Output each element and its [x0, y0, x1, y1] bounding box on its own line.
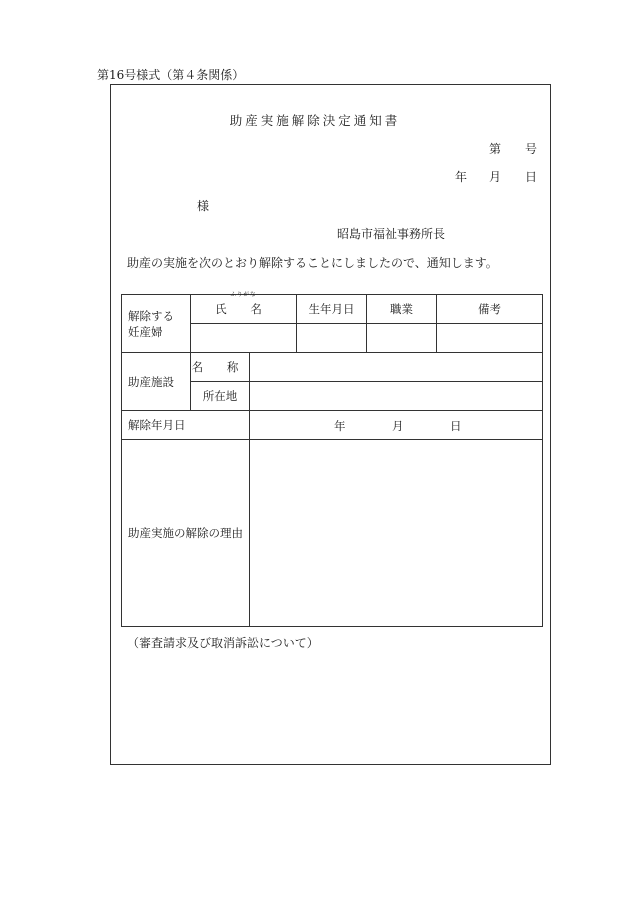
reason-value-cell[interactable]	[250, 440, 543, 627]
issue-date-day: 日	[525, 170, 538, 184]
reason-label: 助産実施の解除の理由	[122, 440, 250, 627]
cancel-date-year: 年	[334, 419, 346, 433]
cancel-date-label: 解除年月日	[122, 411, 250, 440]
cancel-date-day: 日	[450, 419, 462, 433]
document-number-go: 号	[525, 142, 538, 156]
birthdate-value-cell[interactable]	[297, 324, 367, 353]
occupation-value-cell[interactable]	[367, 324, 437, 353]
form-number-label: 第16号様式（第４条関係）	[97, 68, 245, 82]
name-label: 氏 名	[215, 302, 272, 316]
facility-address-value-cell[interactable]	[250, 382, 543, 411]
cancel-date-month: 月	[392, 419, 404, 433]
facility-address-label: 所在地	[191, 382, 250, 411]
facility-name-value-cell[interactable]	[250, 353, 543, 382]
issue-date-year: 年	[455, 170, 468, 184]
furigana-label: ふりがな	[230, 292, 257, 298]
issue-date-month: 月	[489, 170, 502, 184]
issuer-name: 昭島市福祉事務所長	[337, 227, 446, 241]
pregnant-woman-label: 解除する 妊産婦	[122, 295, 191, 353]
name-header	[191, 292, 297, 324]
document-number-dai: 第	[489, 142, 502, 156]
notice-table	[121, 294, 543, 627]
cancel-date-value-cell[interactable]	[250, 411, 543, 440]
occupation-header: 職業	[367, 295, 437, 324]
facility-name-label: 名 称	[191, 353, 250, 382]
remarks-header: 備考	[437, 295, 543, 324]
remarks-value-cell[interactable]	[437, 324, 543, 353]
facility-label: 助産施設	[122, 353, 191, 411]
document-title: 助産実施解除決定通知書	[229, 113, 401, 128]
notice-text: 助産の実施を次のとおり解除することにしましたので、通知します。	[127, 256, 498, 270]
name-value-cell[interactable]	[191, 324, 297, 353]
appeal-note: （審査請求及び取消訴訟について）	[127, 636, 319, 650]
birthdate-header: 生年月日	[297, 295, 367, 324]
addressee-suffix: 様	[197, 199, 210, 213]
